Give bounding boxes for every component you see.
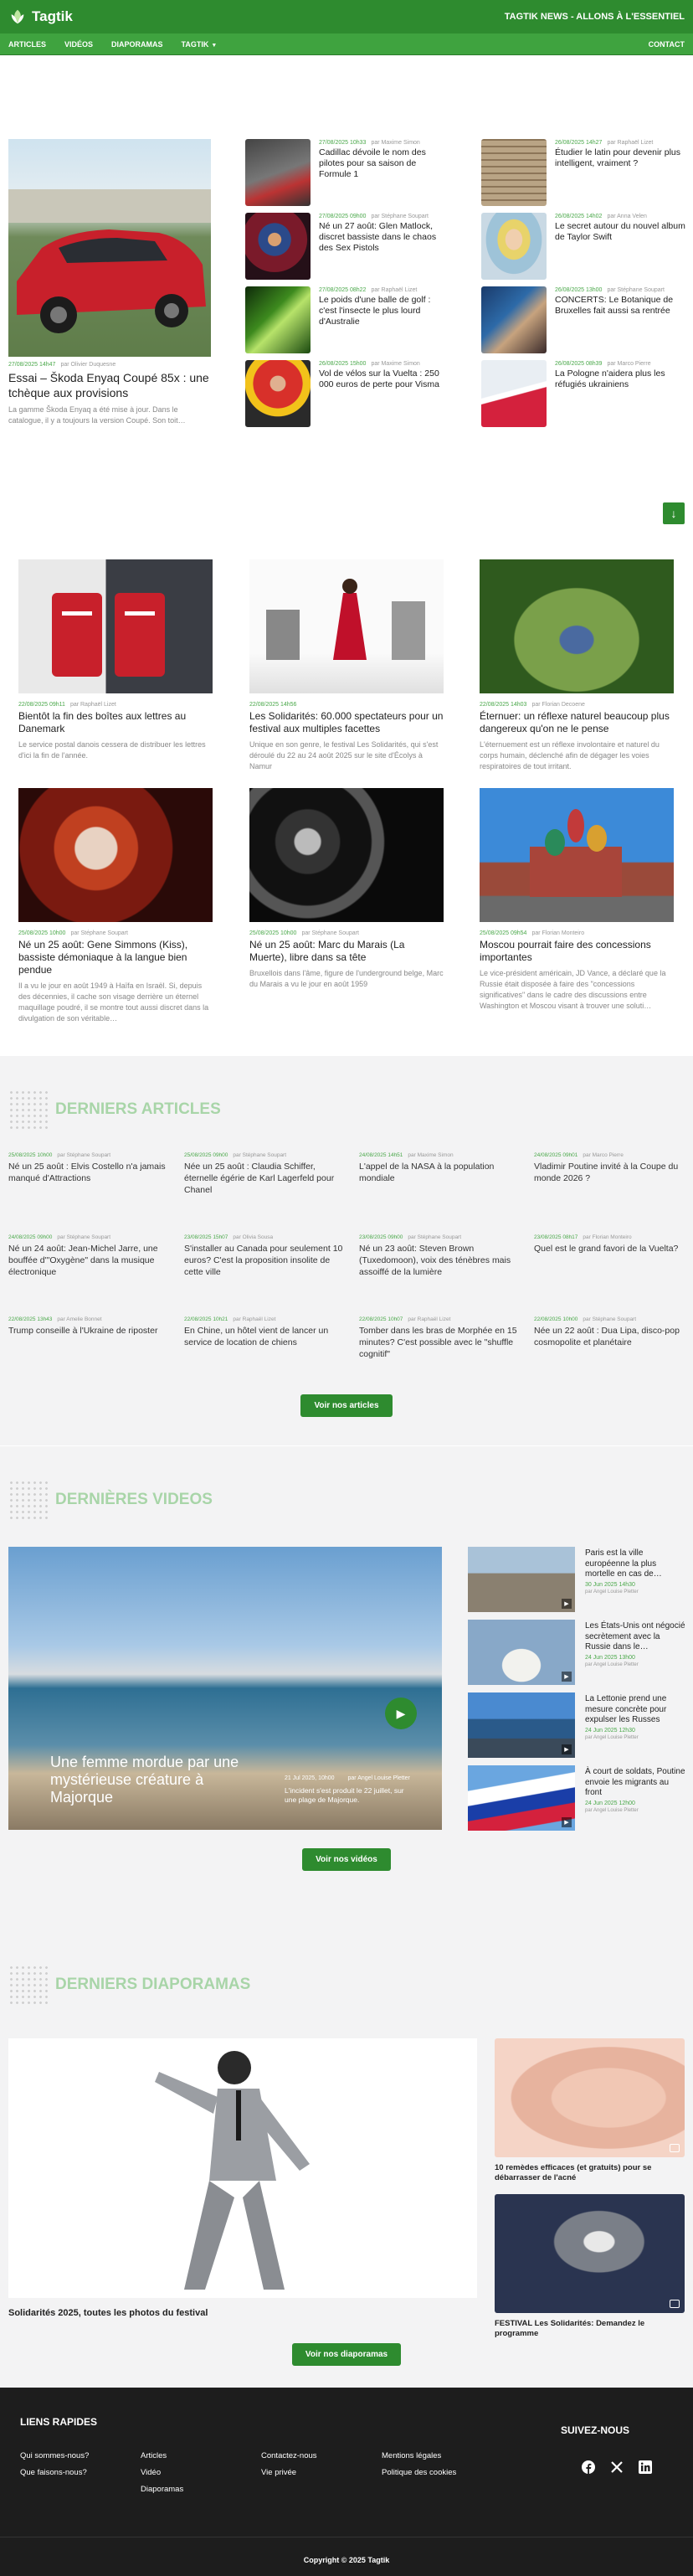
- list-item[interactable]: [534, 1152, 693, 1184]
- article-author: par Stéphane Soupart: [408, 1234, 462, 1240]
- news-item[interactable]: [481, 360, 685, 427]
- article-excerpt: L'éternuement est un réflexe involontaire et naturel du corps humain, déclenché afin de dégager les voies respiratoires de tout irritant.: [480, 740, 660, 770]
- video-author: par Angel Louise Pletter: [585, 1807, 639, 1813]
- article-title[interactable]: Né un 24 août: Jean-Michel Jarre, une bouffée d'"Oxygène" dans la musique électronique: [8, 1244, 158, 1277]
- news-item[interactable]: [481, 213, 685, 280]
- video-author: par Angel Louise Pletter: [347, 1775, 410, 1781]
- video-author: par Angel Louise Pletter: [585, 1734, 639, 1740]
- featured-video[interactable]: [8, 1547, 442, 1830]
- article-author: par Maxime Simon: [408, 1152, 454, 1158]
- article-meta: [319, 287, 449, 293]
- singer-stage-image[interactable]: [249, 559, 444, 693]
- video-date: 24 Jun 2025 12h00: [585, 1800, 635, 1806]
- article-author: par Stéphane Soupart: [57, 1234, 111, 1240]
- nav-videos[interactable]: VIDÉOS: [64, 39, 94, 49]
- mailbox-illustration: [18, 559, 213, 693]
- article-title[interactable]: Né un 25 août: Marc du Marais (La Muerte), libre dans sa tête: [249, 939, 405, 963]
- moscow-cathedral-image[interactable]: [480, 788, 674, 922]
- see-articles-button[interactable]: Voir nos articles: [300, 1394, 392, 1417]
- cathedral-illustration: [480, 788, 674, 922]
- article-meta: [184, 1234, 343, 1240]
- video-author: par Angel Louise Pletter: [585, 1662, 639, 1667]
- article-meta: [184, 1152, 343, 1158]
- article-author: par Stéphane Soupart: [70, 930, 128, 936]
- nav-contact[interactable]: CONTACT: [648, 39, 685, 49]
- bassist-thumbnail[interactable]: [245, 213, 311, 280]
- article-date: 25/08/2025 09h54: [480, 930, 527, 936]
- hero-section: [0, 55, 693, 520]
- news-item[interactable]: [481, 286, 685, 353]
- news-item[interactable]: [245, 360, 449, 427]
- article-title[interactable]: Le poids d'une balle de golf : c'est l'insecte le plus lourd d'Australie: [319, 295, 431, 327]
- list-item[interactable]: [8, 1234, 167, 1278]
- play-icon: ▶: [562, 1817, 572, 1827]
- site-name: Tagtik: [32, 8, 73, 24]
- article-excerpt: Le service postal danois cessera de distribuer les lettres d'ici la fin de l'année.: [18, 740, 206, 760]
- festival-speaker-thumbnail[interactable]: [495, 2194, 685, 2313]
- list-item[interactable]: [359, 1316, 518, 1360]
- list-item[interactable]: [184, 1316, 343, 1348]
- play-button[interactable]: [385, 1698, 417, 1729]
- article-date: 27/08/2025 14h47: [8, 362, 56, 368]
- nav-diaporamas[interactable]: DIAPORAMAS: [111, 39, 163, 49]
- featured-slideshow-image[interactable]: [8, 2038, 477, 2298]
- paris-thumbnail[interactable]: [468, 1547, 575, 1612]
- article-author: par Florian Decoene: [531, 702, 585, 708]
- footer-link[interactable]: Vidéo: [141, 2468, 162, 2477]
- video-title[interactable]: Paris est la ville européenne la plus mortelle en cas de…: [585, 1548, 662, 1579]
- slideshows-button-wrap: [0, 2343, 693, 2366]
- article-meta: [534, 1234, 693, 1240]
- copyright-text: Copyright © 2025 Tagtik: [0, 2537, 693, 2564]
- article-excerpt: Le vice-président américain, JD Vance, a déclaré que la Russie était disposée à faire des "concessions significatives" dans le cadre des discussions entre Washington et Moscou visant à trouver une soluti…: [480, 969, 666, 1010]
- footer-col-contact: [261, 2448, 317, 2481]
- article-date: 22/08/2025 09h11: [18, 702, 65, 708]
- slideshow-title[interactable]: FESTIVAL Les Solidarités: Demandez le programme: [495, 2319, 645, 2338]
- article-date: 22/08/2025 13h43: [8, 1316, 53, 1322]
- article-title[interactable]: La Pologne n'aidera plus les réfugiés ukrainiens: [555, 368, 665, 389]
- article-date: 27/08/2025 10h33: [319, 140, 367, 146]
- footer-link[interactable]: Politique des cookies: [382, 2468, 457, 2477]
- video-item[interactable]: [468, 1620, 685, 1688]
- article-date: 24/08/2025 09h00: [8, 1234, 53, 1240]
- see-slideshows-button[interactable]: Voir nos diaporamas: [292, 2343, 401, 2366]
- featured-video-title[interactable]: Une femme mordue par une mystérieuse créature à Majorque: [50, 1754, 239, 1806]
- article-author: par Stéphane Soupart: [57, 1152, 111, 1158]
- news-item[interactable]: [245, 286, 449, 353]
- article-title[interactable]: L'appel de la NASA à la population mondiale: [359, 1162, 495, 1183]
- main-nav: [0, 33, 693, 55]
- chevron-down-icon: ▼: [211, 42, 218, 49]
- article-meta: [8, 1234, 167, 1240]
- article-title[interactable]: Vol de vélos sur la Vuelta : 250 000 euros de perte pour Visma: [319, 368, 439, 389]
- video-author: par Angel Louise Pletter: [585, 1589, 639, 1595]
- article-author: par Stéphane Soupart: [583, 1316, 637, 1322]
- news-card[interactable]: [480, 559, 674, 772]
- article-author: par Olivia Sousa: [233, 1234, 274, 1240]
- news-card[interactable]: [18, 559, 213, 761]
- article-author: par Stéphane Soupart: [607, 287, 665, 293]
- article-author: par Amelie Bonnet: [57, 1316, 102, 1322]
- article-meta: [534, 1152, 693, 1158]
- dots-pattern-icon: [8, 1090, 49, 1130]
- article-date: 26/08/2025 14h27: [555, 140, 603, 146]
- article-title[interactable]: Née un 25 août : Claudia Schiffer, éternelle égérie de Karl Lagerfeld pour Chanel: [184, 1162, 335, 1195]
- news-card[interactable]: [480, 788, 674, 1012]
- article-author: par Anna Velen: [607, 214, 647, 219]
- facebook-icon[interactable]: [581, 2460, 596, 2475]
- video-date: 24 Jun 2025 12h30: [585, 1727, 635, 1734]
- article-title[interactable]: Éternuer: un réflexe naturel beaucoup plus dangereux qu'on ne le pense: [480, 710, 670, 734]
- video-item[interactable]: [468, 1547, 685, 1615]
- latest-articles-section: [0, 1056, 693, 1445]
- article-meta: [8, 362, 211, 368]
- article-title[interactable]: Né un 25 août : Elvis Costello n'a jamais manqué d'Attractions: [8, 1162, 166, 1183]
- article-date: 25/08/2025 10h00: [8, 1152, 53, 1158]
- taylor-swift-thumbnail[interactable]: [481, 213, 547, 280]
- latest-articles-heading: DERNIERS ARTICLES: [55, 1100, 221, 1118]
- news-card[interactable]: [18, 788, 213, 1024]
- article-author: par Raphaël Lizet: [233, 1316, 276, 1322]
- article-author: par Raphaël Lizet: [408, 1316, 451, 1322]
- list-item[interactable]: [359, 1152, 518, 1184]
- article-date: 22/08/2025 10h07: [359, 1316, 403, 1322]
- social-links: [581, 2460, 653, 2475]
- article-meta: [480, 702, 674, 708]
- mailbox-image[interactable]: [18, 559, 213, 693]
- article-date: 26/08/2025 08h39: [555, 361, 603, 367]
- article-meta: [8, 1152, 167, 1158]
- featured-title[interactable]: Essai – Škoda Enyaq Coupé 85x : une tchèque aux provisions: [8, 371, 209, 399]
- article-author: par Marco Pierre: [583, 1152, 624, 1158]
- article-date: 25/08/2025 10h00: [18, 930, 66, 936]
- article-author: par Stéphane Soupart: [301, 930, 359, 936]
- site-slogan: TAGTIK NEWS - ALLONS À L'ESSENTIEL: [504, 12, 685, 22]
- man-bench-image[interactable]: [480, 559, 674, 693]
- russian-flag-thumbnail[interactable]: [468, 1765, 575, 1831]
- dancer-illustration: [8, 2038, 477, 2298]
- news-item[interactable]: [245, 139, 449, 206]
- videos-button-wrap: [0, 1848, 693, 1871]
- list-item[interactable]: [184, 1152, 343, 1196]
- list-item[interactable]: [8, 1152, 167, 1184]
- list-item[interactable]: [359, 1234, 518, 1278]
- latest-videos-heading: DERNIÈRES VIDEOS: [55, 1491, 213, 1508]
- articles-button-wrap: [0, 1394, 693, 1417]
- article-meta: [555, 361, 685, 367]
- article-date: 23/08/2025 09h00: [359, 1234, 403, 1240]
- article-author: par Raphaël Lizet: [69, 702, 116, 708]
- article-meta: [319, 361, 449, 367]
- article-date: 26/08/2025 15h00: [319, 361, 367, 367]
- article-date: 23/08/2025 15h07: [184, 1234, 228, 1240]
- article-title[interactable]: Moscou pourrait faire des concessions importantes: [480, 939, 651, 963]
- play-icon: ▶: [396, 1706, 406, 1720]
- section-heading: [0, 1965, 693, 2005]
- list-item[interactable]: [8, 1316, 167, 1337]
- news-item[interactable]: [245, 213, 449, 280]
- article-date: 24/08/2025 09h01: [534, 1152, 578, 1158]
- article-meta: [249, 702, 444, 708]
- featured-car-image[interactable]: [8, 139, 211, 357]
- footer-link[interactable]: Vie privée: [261, 2468, 297, 2477]
- article-date: 26/08/2025 13h00: [555, 287, 603, 293]
- article-date: 26/08/2025 14h02: [555, 214, 603, 219]
- section-heading: [0, 1090, 693, 1130]
- article-author: par Olivier Duquesne: [60, 362, 116, 368]
- acne-skin-thumbnail[interactable]: [495, 2038, 685, 2157]
- video-title[interactable]: La Lettonie prend une mesure concrète pour expulser les Russes: [585, 1694, 667, 1724]
- article-date: 24/08/2025 14h51: [359, 1152, 403, 1158]
- play-icon: ▶: [562, 1599, 572, 1609]
- article-title[interactable]: S'installer au Canada pour seulement 10 euros? C'est la proposition insolite de cette ville: [184, 1244, 343, 1277]
- article-meta: [319, 214, 449, 219]
- la-muerte-band-image[interactable]: [249, 788, 444, 922]
- article-meta: [18, 930, 213, 936]
- article-title[interactable]: Né un 23 août: Steven Brown (Tuxedomoon), voix des ténèbres mais assoiffé de la lumière: [359, 1244, 511, 1277]
- featured-slideshow-title[interactable]: Solidarités 2025, toutes les photos du festival: [8, 2308, 208, 2318]
- latest-slideshows-section: [0, 1965, 693, 2388]
- article-date: 23/08/2025 08h17: [534, 1234, 578, 1240]
- cyclist-thumbnail[interactable]: [245, 360, 311, 427]
- footer-link[interactable]: Mentions légales: [382, 2451, 442, 2460]
- article-meta: [18, 702, 213, 708]
- article-author: par Maxime Simon: [371, 361, 420, 367]
- latest-videos-section: [0, 1445, 693, 1965]
- nav-tagtik-label: TAGTIK: [181, 39, 209, 49]
- arrow-down-icon: ↓: [670, 507, 677, 520]
- insect-thumbnail[interactable]: [245, 286, 311, 353]
- footer-link[interactable]: Diaporamas: [141, 2485, 184, 2494]
- f1-car-thumbnail[interactable]: [245, 139, 311, 206]
- article-date: 25/08/2025 10h00: [249, 930, 297, 936]
- linkedin-icon-shape: [639, 2460, 652, 2474]
- video-title[interactable]: À court de soldats, Poutine envoie les migrants au front: [585, 1767, 685, 1797]
- article-meta: [534, 1316, 693, 1322]
- nav-tagtik-dropdown[interactable]: [182, 40, 218, 49]
- site-logo[interactable]: [8, 8, 73, 26]
- article-title[interactable]: Tomber dans les bras de Morphée en 15 minutes? C'est possible avec le "shuffle cognitif": [359, 1326, 517, 1359]
- article-meta: [480, 930, 674, 936]
- article-title[interactable]: Vladimir Poutine invité à la Coupe du monde 2026 ?: [534, 1162, 679, 1183]
- article-meta: [555, 140, 685, 146]
- article-title[interactable]: Née un 22 août : Dua Lipa, disco-pop cosmopolite et planétaire: [534, 1326, 680, 1347]
- kiss-band-image[interactable]: [18, 788, 213, 922]
- list-item[interactable]: [184, 1234, 343, 1278]
- x-icon-shape: [610, 2460, 624, 2474]
- article-meta: [359, 1234, 518, 1240]
- article-author: par Raphaël Lizet: [371, 287, 418, 293]
- video-description: L'incident s'est produit le 22 juillet, sur une plage de Majorque.: [285, 1786, 404, 1804]
- article-title[interactable]: Cadillac dévoile le nom des pilotes pour sa saison de Formule 1: [319, 147, 426, 179]
- slideshow-item[interactable]: [495, 2194, 685, 2339]
- nav-articles[interactable]: ARTICLES: [8, 39, 46, 49]
- concert-thumbnail[interactable]: [481, 286, 547, 353]
- article-title[interactable]: Trump conseille à l'Ukraine de riposter: [8, 1326, 158, 1336]
- article-author: par Marco Pierre: [607, 361, 651, 367]
- article-title[interactable]: En Chine, un hôtel vient de lancer un service de location de chiens: [184, 1326, 329, 1347]
- slideshow-title[interactable]: 10 remèdes efficaces (et gratuits) pour se débarrasser de l'acné: [495, 2163, 652, 2182]
- footer-col-legal: [382, 2448, 456, 2481]
- section-heading: [0, 1446, 693, 1520]
- video-date: 21 Jul 2025, 10h00: [285, 1775, 335, 1781]
- article-title[interactable]: Né un 25 août: Gene Simmons (Kiss), bassiste démoniaque à la langue bien pendue: [18, 939, 188, 976]
- linkedin-icon[interactable]: [638, 2460, 653, 2475]
- dots-pattern-icon: [8, 1480, 49, 1520]
- news-card[interactable]: [249, 788, 444, 990]
- article-title[interactable]: Les Solidarités: 60.000 spectateurs pour un festival aux multiples facettes: [249, 710, 444, 734]
- play-icon: ▶: [562, 1672, 572, 1682]
- article-title[interactable]: Étudier le latin pour devenir plus intelligent, vraiment ?: [555, 147, 681, 168]
- article-author: par Maxime Simon: [371, 140, 420, 146]
- news-item[interactable]: [481, 139, 685, 206]
- footer-link[interactable]: Contactez-nous: [261, 2451, 317, 2460]
- footer-col-content: [141, 2448, 183, 2498]
- article-meta: [319, 140, 449, 146]
- slideshow-item[interactable]: [495, 2038, 685, 2183]
- article-title[interactable]: Né un 27 août: Glen Matlock, discret bassiste dans le chaos des Sex Pistols: [319, 221, 437, 253]
- list-item[interactable]: [534, 1234, 693, 1255]
- capitol-thumbnail[interactable]: [468, 1620, 575, 1685]
- article-author: par Florian Monteiro: [531, 930, 585, 936]
- list-item[interactable]: [534, 1316, 693, 1348]
- site-footer: [0, 2388, 693, 2576]
- play-icon: ▶: [562, 1744, 572, 1754]
- featured-article[interactable]: [8, 139, 211, 426]
- x-icon[interactable]: [609, 2460, 624, 2475]
- article-date: 22/08/2025 10h21: [184, 1316, 228, 1322]
- singer-illustration: [249, 559, 444, 693]
- video-date: 24 Jun 2025 13h00: [585, 1654, 635, 1661]
- article-date: 27/08/2025 09h00: [319, 214, 367, 219]
- article-meta: [555, 214, 685, 219]
- article-date: 27/08/2025 08h22: [319, 287, 367, 293]
- article-meta: [359, 1152, 518, 1158]
- follow-us-heading: SUIVEZ-NOUS: [561, 2424, 630, 2436]
- video-item[interactable]: [468, 1765, 685, 1834]
- article-date: 22/08/2025 10h00: [534, 1316, 578, 1322]
- article-date: 25/08/2025 09h00: [184, 1152, 228, 1158]
- latest-slideshows-heading: DERNIERS DIAPORAMAS: [55, 1976, 251, 1993]
- video-item[interactable]: [468, 1692, 685, 1761]
- latin-inscription-thumbnail[interactable]: [481, 139, 547, 206]
- see-videos-button[interactable]: Voir nos vidéos: [302, 1848, 391, 1871]
- article-title[interactable]: CONCERTS: Le Botanique de Bruxelles fait aussi sa rentrée: [555, 295, 674, 316]
- footer-link[interactable]: Qui sommes-nous?: [20, 2451, 90, 2460]
- article-date: 22/08/2025 14h56: [249, 702, 297, 708]
- article-excerpt: Bruxellois dans l'âme, figure de l'underground belge, Marc du Marais a vu le jour en août 1959: [249, 969, 444, 988]
- dots-pattern-icon: [8, 1965, 49, 2005]
- article-meta: [359, 1316, 518, 1322]
- article-author: par Stéphane Soupart: [233, 1152, 287, 1158]
- article-title[interactable]: Le secret autour du nouvel album de Taylor Swift: [555, 221, 685, 242]
- article-title[interactable]: Quel est le grand favori de la Vuelta?: [534, 1244, 679, 1254]
- riga-thumbnail[interactable]: [468, 1692, 575, 1758]
- leaf-logo-icon: [8, 8, 27, 26]
- article-meta: [249, 930, 444, 936]
- top-bar: [0, 0, 693, 33]
- car-illustration: [8, 139, 211, 357]
- gallery-icon: [670, 2144, 680, 2152]
- video-date: 30 Jun 2025 14h30: [585, 1581, 635, 1588]
- footer-col-about: [20, 2448, 89, 2481]
- featured-video-info: [285, 1775, 410, 1805]
- article-meta: [8, 1316, 167, 1322]
- article-author: par Stéphane Soupart: [371, 214, 429, 219]
- quick-links-heading: LIENS RAPIDES: [20, 2416, 98, 2428]
- gallery-icon: [670, 2300, 680, 2308]
- article-title[interactable]: Bientôt la fin des boîtes aux lettres au Danemark: [18, 710, 187, 734]
- footer-link[interactable]: Que faisons-nous?: [20, 2468, 87, 2477]
- article-author: par Florian Monteiro: [583, 1234, 632, 1240]
- article-excerpt: Il a vu le jour en août 1949 à Haïfa en Israël. Si, depuis des décennies, il cache son visage derrière un éternel maquillage poudré, il se montre tout aussi discret dans la divulgation de son véritable…: [18, 981, 209, 1023]
- article-meta: [184, 1316, 343, 1322]
- article-excerpt: Unique en son genre, le festival Les Solidarités, qui s'est déroulé du 22 au 24 août 2025 sur le site d'Écolys à Namur: [249, 740, 439, 770]
- facebook-icon-shape: [582, 2460, 595, 2474]
- article-date: 22/08/2025 14h03: [480, 702, 527, 708]
- polish-flag-thumbnail[interactable]: [481, 360, 547, 427]
- featured-excerpt: La gamme Škoda Enyaq a été mise à jour. Dans le catalogue, il y a toujours la version Coupé. Son toit…: [8, 405, 186, 425]
- news-grid: [0, 495, 693, 1056]
- footer-link[interactable]: Articles: [141, 2451, 167, 2460]
- article-author: par Raphaël Lizet: [607, 140, 654, 146]
- article-meta: [555, 287, 685, 293]
- news-card[interactable]: [249, 559, 444, 772]
- video-title[interactable]: Les États-Unis ont négocié secrètement avec la Russie dans le…: [585, 1621, 685, 1651]
